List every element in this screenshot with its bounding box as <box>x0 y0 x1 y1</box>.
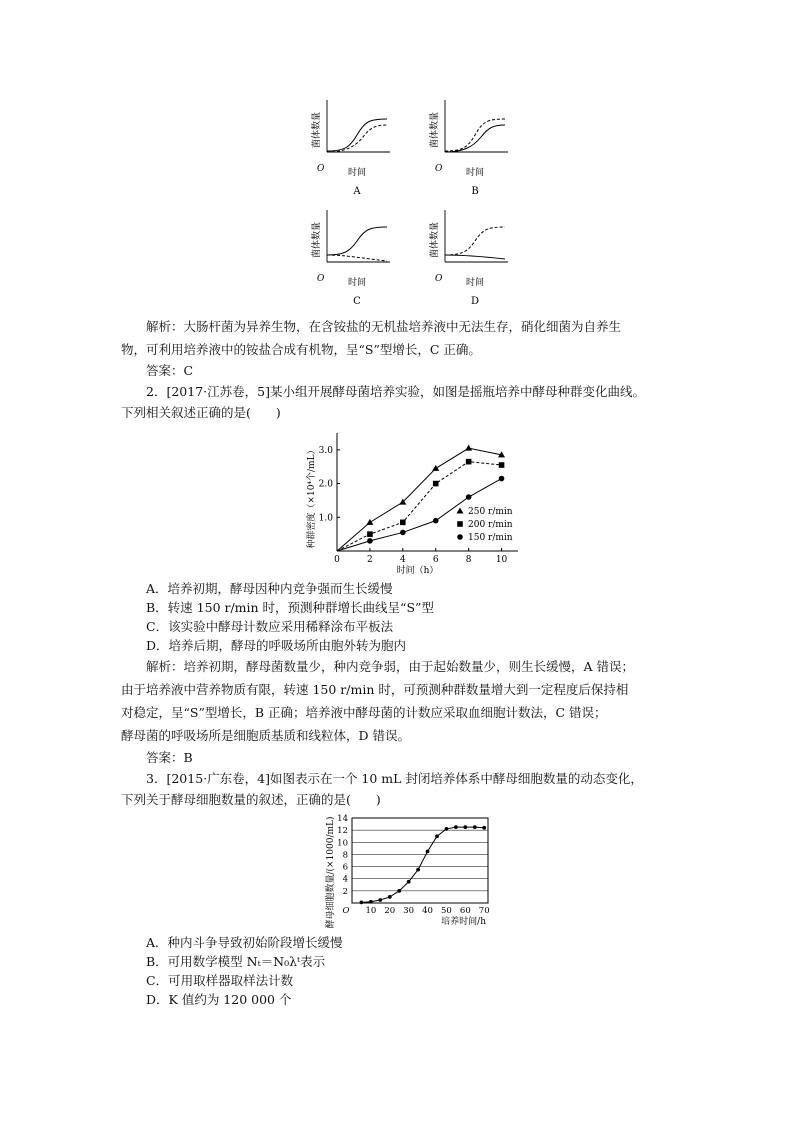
point-square <box>499 462 505 468</box>
q3-line2: 下列关于酵母细胞数量的叙述，正确的是( ) <box>121 792 381 807</box>
point-circle <box>433 518 439 524</box>
data-point <box>463 825 467 829</box>
point-triangle <box>366 519 373 525</box>
y-tick-label: 4 <box>342 874 348 885</box>
mini-graph-a <box>310 100 390 197</box>
mini-graph-c <box>310 210 390 307</box>
data-point <box>407 880 411 884</box>
mini-xlabel: 时间 <box>347 278 367 288</box>
data-point <box>473 825 477 829</box>
legend-label: 150 r/min <box>468 533 513 543</box>
point-square <box>466 459 472 465</box>
x-tick-label: 20 <box>384 906 396 916</box>
mini-label-a: A <box>353 186 361 197</box>
mini-origin: O <box>317 274 325 284</box>
point-circle <box>466 494 472 500</box>
x-tick-label: 50 <box>441 906 452 916</box>
data-point <box>360 900 364 904</box>
mini-xlabel: 时间 <box>465 168 485 178</box>
x-tick-label: 6 <box>432 555 439 565</box>
chart-population-density <box>300 425 525 575</box>
point-square <box>367 531 373 537</box>
q2-line2: 下列相关叙述正确的是( ) <box>121 405 281 420</box>
analysis2-line1: 解析：培养初期，酵母菌数量少，种内竞争弱，由于起始数量少，则生长缓慢，A 错误； <box>146 659 635 674</box>
data-point <box>378 898 382 902</box>
legend-marker <box>457 534 463 540</box>
y-axis-label: 种群密度（×10⁴个/mL） <box>307 445 317 549</box>
mini-origin: O <box>435 164 443 174</box>
analysis1-line2: 物，可利用培养液中的铵盐合成有机物，呈“S”型增长，C 正确。 <box>121 342 481 357</box>
x-tick-label: 40 <box>422 906 433 916</box>
mini-graph-b <box>428 100 508 197</box>
plot-frame <box>352 818 488 903</box>
mini-ylabel: 菌体数量 <box>312 111 322 149</box>
q2-line1: 2．[2017·江苏卷，5]某小组开展酵母菌培养实验，如图是摇瓶培养中酵母种群变化曲线。 <box>146 384 645 399</box>
mini-graphs-figure <box>300 95 520 310</box>
mini-ylabel: 菌体数量 <box>312 221 322 259</box>
mini-ylabel: 菌体数量 <box>430 221 440 259</box>
x-axis-label: 培养时间/h <box>441 917 486 927</box>
mini-ylabel: 菌体数量 <box>430 111 440 149</box>
x-tick-label: 4 <box>399 555 406 565</box>
mini-label-d: D <box>470 296 480 307</box>
point-triangle <box>432 465 439 471</box>
data-point <box>388 895 392 899</box>
point-square <box>433 481 439 487</box>
mini-origin: O <box>435 274 443 284</box>
origin-label: O <box>342 906 350 916</box>
q3-option-d: D．K 值约为 120 000 个 <box>146 992 292 1007</box>
y-tick-label: 2 <box>342 886 348 897</box>
q3-option-a: A．种内斗争导致初始阶段增长缓慢 <box>146 935 343 950</box>
mini-label-c: C <box>353 296 361 307</box>
legend-marker <box>457 508 464 514</box>
mini-xlabel: 时间 <box>465 278 485 288</box>
mini-xlabel: 时间 <box>347 168 367 178</box>
y-tick-label: 10 <box>337 838 348 849</box>
legend-label: 250 r/min <box>468 507 513 517</box>
q2-option-d: D．培养后期，酵母的呼吸场所由胞外转为胞内 <box>146 638 407 653</box>
q3-option-c: C．可用取样器取样法计数 <box>146 973 294 988</box>
point-circle <box>367 538 373 544</box>
y-tick-label: 3.0 <box>318 445 333 456</box>
x-tick-label: 10 <box>495 555 508 565</box>
mini-origin: O <box>317 164 325 174</box>
x-tick-label: 2 <box>367 555 373 565</box>
q2-option-b: B．转速 150 r/min 时，预测种群增长曲线呈“S”型 <box>146 600 434 615</box>
point-triangle <box>465 445 472 451</box>
y-axis-label: 酵母细胞数量/(×1000/mL) <box>326 816 336 929</box>
x-tick-label: 70 <box>478 906 490 916</box>
y-tick-label: 6 <box>342 862 348 873</box>
q3-line1: 3．[2015·广东卷，4]如图表示在一个 10 mL 封闭培养体系中酵母细胞数量的动态变化， <box>146 771 643 786</box>
x-axis-label: 时间（h） <box>396 566 439 575</box>
analysis2-line4: 酵母菌的呼吸场所是细胞质基质和线粒体，D 错误。 <box>121 728 410 743</box>
analysis2-line2: 由于培养液中营养物质有限，转速 150 r/min 时，可预测种群数量增大到一定程度后保持相 <box>121 682 629 697</box>
analysis2-line3: 对稳定，呈“S”型增长，B 正确；培养液中酵母菌的计数应采取血细胞计数法，C 错误； <box>121 705 607 720</box>
y-tick-label: 12 <box>337 826 348 837</box>
q2-option-a: A．培养初期，酵母因种内竞争强而生长缓慢 <box>146 581 393 596</box>
point-circle <box>400 530 406 536</box>
data-point <box>435 834 439 838</box>
data-point <box>397 889 401 893</box>
x-tick-label: 8 <box>465 555 472 565</box>
x-tick-label: 30 <box>403 906 415 916</box>
data-point <box>482 826 486 830</box>
answer2: 答案：B <box>146 750 193 765</box>
data-point <box>454 825 458 829</box>
x-tick-label: 10 <box>365 906 377 916</box>
mini-label-b: B <box>471 186 479 197</box>
y-tick-label: 14 <box>337 814 348 824</box>
analysis1-line1: 解析：大肠杆菌为异养生物，在含铵盐的无机盐培养液中无法生存，硝化细菌为自养生 <box>146 319 622 334</box>
q3-option-b: B．可用数学模型 Nₜ＝N₀λᵗ表示 <box>146 954 326 969</box>
answer1: 答案：C <box>146 363 194 378</box>
x-tick-label: 60 <box>459 906 471 916</box>
data-point <box>416 868 420 872</box>
point-circle <box>499 476 505 482</box>
data-point <box>445 827 449 831</box>
legend-marker <box>457 521 463 527</box>
q2-option-c: C．该实验中酵母计数应采用稀释涂布平板法 <box>146 619 394 634</box>
chart-yeast-count <box>322 812 497 932</box>
mini-graph-d <box>428 210 508 307</box>
data-point <box>426 849 430 853</box>
x-tick-label: 0 <box>334 555 340 565</box>
y-tick-label: 8 <box>342 850 348 861</box>
y-tick-label: 1.0 <box>318 513 333 524</box>
data-point <box>369 900 373 904</box>
y-tick-label: 2.0 <box>318 479 333 490</box>
point-square <box>400 520 406 526</box>
legend-label: 200 r/min <box>468 520 513 530</box>
